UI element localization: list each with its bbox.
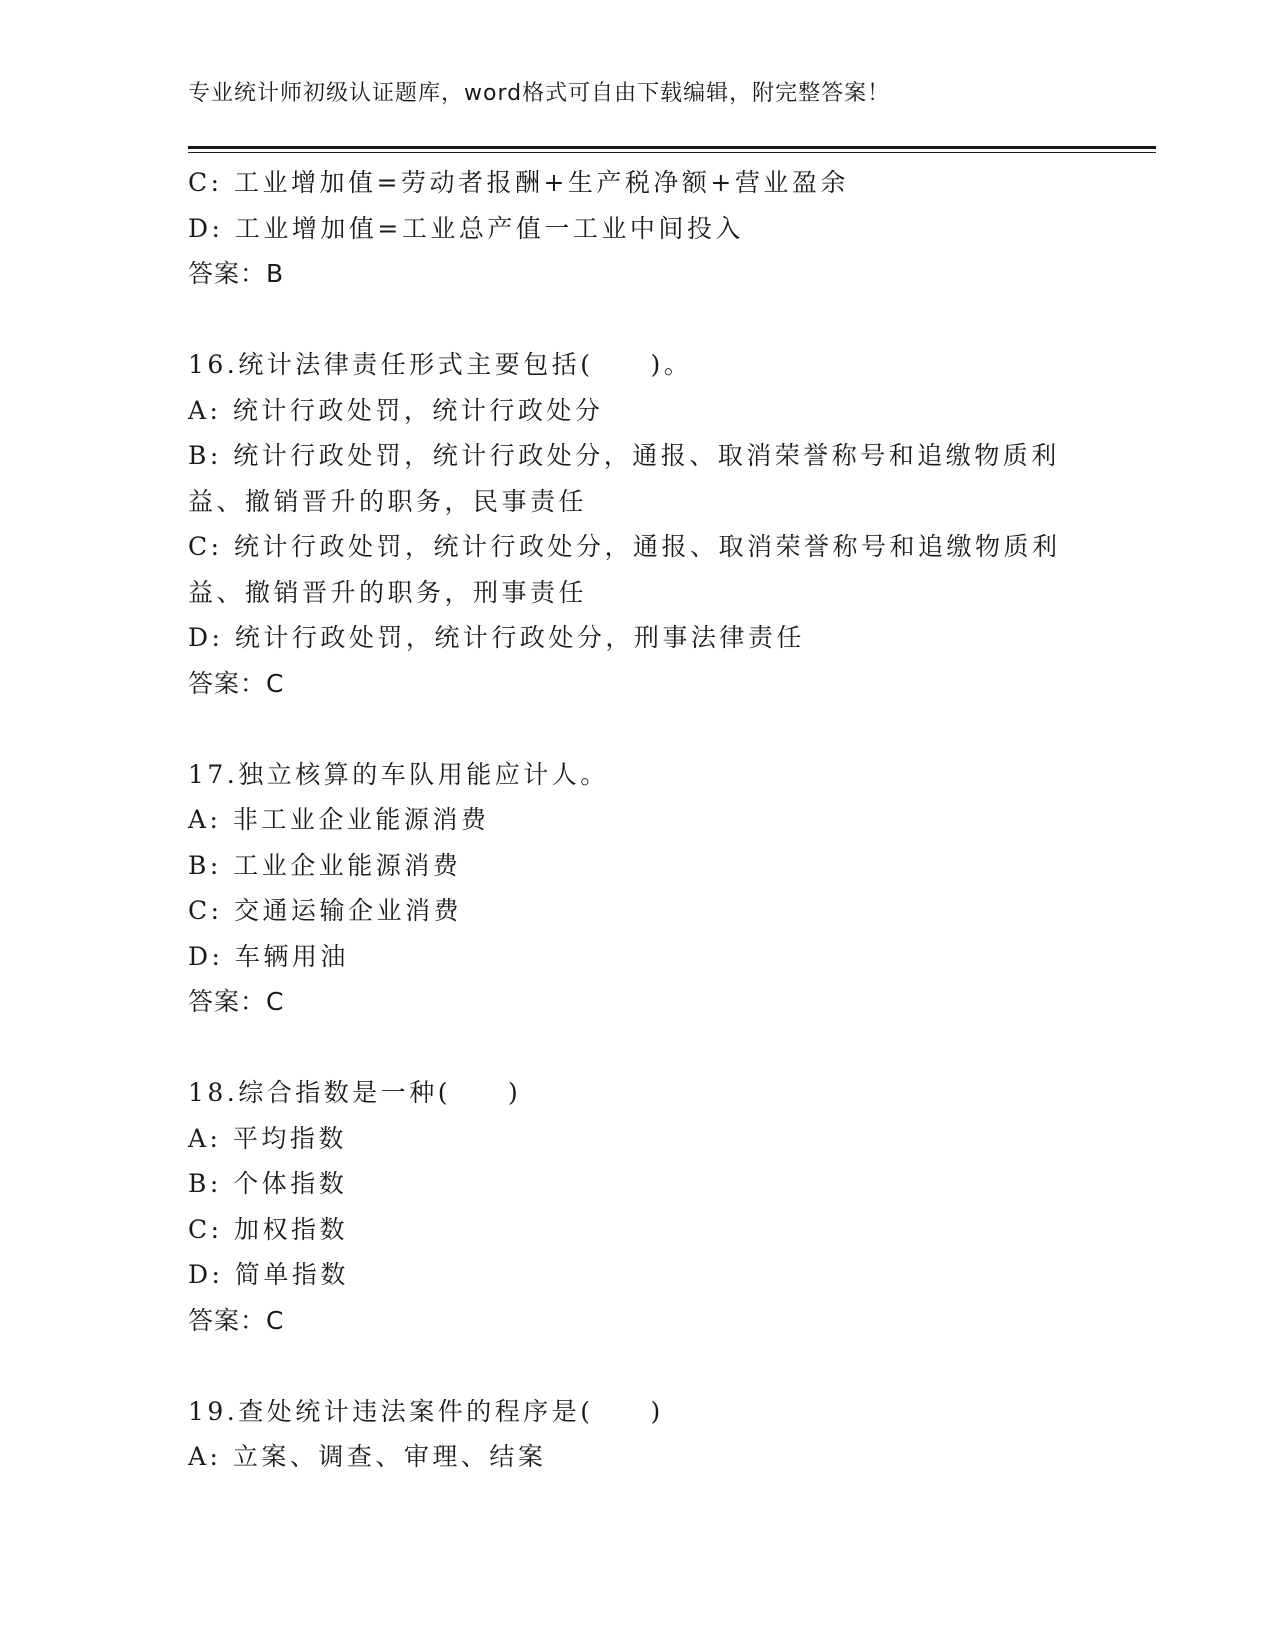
spacer: [188, 1343, 1156, 1389]
spacer: [188, 297, 1156, 343]
header-rule-thin: [188, 152, 1156, 153]
option-line: 益、撤销晋升的职务，民事责任: [188, 486, 588, 516]
option-line: D: 统计行政处罚，统计行政处分，刑事法律责任: [188, 623, 805, 652]
option-line: D: 简单指数: [188, 1260, 349, 1289]
option-line: D: 车辆用油: [188, 941, 349, 971]
option-line: C: 统计行政处罚，统计行政处分，通报、取消荣誉称号和追缴物质利: [188, 532, 1061, 561]
option-line: A: 平均指数: [188, 1123, 347, 1153]
header-rule-thick: [188, 146, 1156, 149]
question-17: 17.独立核算的车队用能应计人。: [188, 759, 609, 789]
option-line: C: 工业增加值=劳动者报酬+生产税净额+营业盈余: [188, 168, 849, 197]
answer-line: 答案：C: [188, 987, 285, 1016]
spacer: [188, 706, 1156, 752]
option-line: B: 统计行政处罚，统计行政处分，通报、取消荣誉称号和追缴物质利: [188, 441, 1060, 470]
option-line: C: 交通运输企业消费: [188, 896, 462, 925]
option-line: A: 非工业企业能源消费: [188, 805, 490, 834]
option-line: C: 加权指数: [188, 1214, 348, 1244]
option-line: 益、撤销晋升的职务，刑事责任: [188, 577, 588, 607]
question-16: 16.统计法律责任形式主要包括( )。: [188, 350, 693, 379]
question-list: [188, 160, 1156, 1480]
question-19: 19.查处统计违法案件的程序是( ): [188, 1396, 664, 1426]
page-header: 专业统计师初级认证题库，word格式可自由下载编辑，附完整答案！: [188, 81, 891, 106]
option-line: D: 工业增加值=工业总产值一工业中间投入: [188, 213, 744, 243]
answer-line: 答案：C: [188, 668, 285, 698]
question-18: 18.综合指数是一种( ): [188, 1078, 522, 1107]
answer-line: 答案：B: [188, 259, 285, 288]
option-line: B: 个体指数: [188, 1169, 348, 1198]
option-line: A: 立案、调查、审理、结案: [188, 1442, 547, 1471]
option-line: A: 统计行政处罚，统计行政处分: [188, 395, 604, 425]
option-line: B: 工业企业能源消费: [188, 850, 462, 880]
spacer: [188, 1025, 1156, 1071]
answer-line: 答案：C: [188, 1305, 285, 1335]
